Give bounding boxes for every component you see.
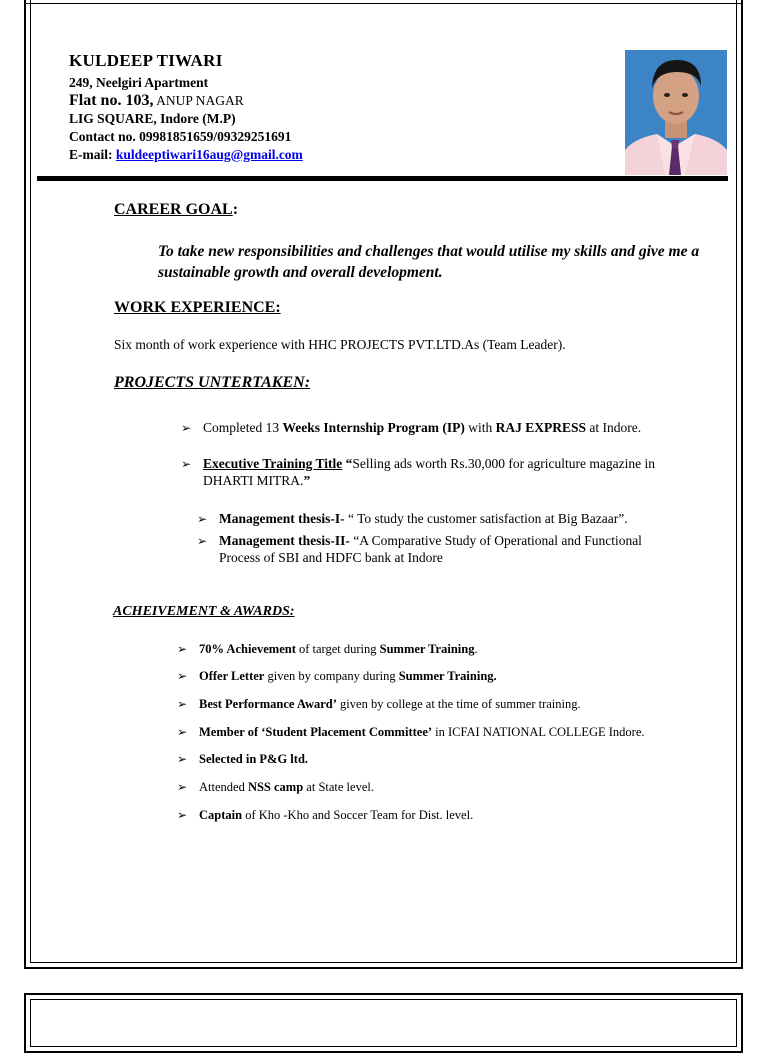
achievement-bold: Summer Training.	[398, 669, 497, 683]
bullet-arrow-icon: ➢	[181, 421, 192, 435]
project-item-executive-training	[181, 455, 655, 473]
bullet-arrow-icon: ➢	[177, 725, 188, 739]
thesis-2-text: “A Comparative Study of Operational and Functional	[349, 533, 642, 548]
achievement-text: given by company during	[264, 669, 399, 683]
bullet-arrow-icon: ➢	[177, 697, 188, 711]
address-line-1: 249, Neelgiri Apartment	[69, 75, 209, 90]
person-photo-illustration	[625, 50, 727, 175]
next-page-inner-border	[30, 999, 737, 1047]
achievement-bold: Selected in P&G ltd.	[199, 752, 309, 766]
achievement-bold: Best Performance Award’	[199, 697, 337, 711]
executive-training-label: Executive Training Title	[203, 456, 343, 471]
achievement-item	[177, 668, 497, 685]
address-line-2	[69, 92, 303, 110]
work-experience-colon: :	[275, 299, 281, 316]
achievement-bold: Captain	[199, 808, 243, 822]
career-goal-title: CAREER GOAL	[114, 201, 233, 218]
next-page-border	[24, 993, 743, 1053]
company-name: RAJ EXPRESS	[495, 420, 587, 435]
project-item-thesis-2	[197, 532, 642, 550]
achievement-text: .	[474, 642, 478, 656]
email-label: E-mail:	[69, 147, 116, 162]
achievement-item	[177, 751, 308, 768]
thesis-1-text: “ To study the customer satisfaction at Big Bazaar”.	[344, 511, 628, 526]
work-experience-heading	[114, 299, 281, 317]
project-item-internship	[181, 419, 641, 437]
work-experience-text: Six month of work experience with HHC PROJECTS PVT.LTD.As (Team Leader).	[114, 337, 566, 352]
bullet-arrow-icon: ➢	[177, 669, 188, 683]
bullet-arrow-icon: ➢	[177, 808, 188, 822]
email-line	[69, 146, 303, 164]
project-item-executive-training-cont	[203, 472, 310, 489]
achievements-heading: ACHEIVEMENT & AWARDS:	[113, 604, 295, 619]
project-item-thesis-2-cont: Process of SBI and HDFC bank at Indore	[219, 550, 443, 565]
career-goal-text: To take new responsibilities and challenges that would utilise my skills and give me a sustainable growth and overall development.	[158, 243, 700, 281]
project-item-text: at Indore.	[586, 420, 642, 435]
contact-number: Contact no. 09981851659/09329251691	[69, 129, 292, 144]
achievement-text: in ICFAI NATIONAL COLLEGE Indore.	[432, 725, 645, 739]
email-link[interactable]: kuldeeptiwari16aug@gmail.com	[115, 147, 303, 162]
executive-training-text: Selling ads worth Rs.30,000 for agriculture magazine in	[352, 456, 655, 471]
work-experience-title: WORK EXPERIENCE	[114, 299, 276, 316]
quote-mark: ”	[303, 473, 311, 488]
achievement-item	[177, 724, 645, 741]
achievement-text: Attended	[199, 780, 248, 794]
achievement-item	[177, 807, 473, 824]
executive-training-text-cont: DHARTI MITRA.	[203, 473, 304, 488]
candidate-name: KULDEEP TIWARI	[69, 51, 223, 70]
bullet-arrow-icon: ➢	[177, 780, 188, 794]
achievement-text: of target during	[295, 642, 380, 656]
person-photo	[625, 50, 727, 175]
achievement-item	[177, 641, 478, 658]
address-line-3: LIG SQUARE, Indore (M.P)	[69, 111, 236, 126]
project-item-text: Completed 13	[203, 420, 283, 435]
project-item-text: with	[464, 420, 496, 435]
achievement-text: at State level.	[303, 780, 374, 794]
bullet-arrow-icon: ➢	[181, 457, 192, 471]
thesis-1-label: Management thesis-I-	[219, 511, 345, 526]
achievement-bold: NSS camp	[247, 780, 304, 794]
achievement-item	[177, 696, 581, 713]
project-item-thesis-1	[197, 510, 628, 528]
locality: ANUP NAGAR	[153, 93, 244, 108]
resume-header	[69, 51, 303, 164]
achievement-bold: Summer Training	[379, 642, 475, 656]
flat-number: Flat no. 103,	[69, 92, 154, 109]
bullet-arrow-icon: ➢	[177, 642, 188, 656]
projects-heading: PROJECTS UNTERTAKEN:	[114, 374, 311, 391]
bullet-arrow-icon: ➢	[197, 512, 208, 526]
quote-mark: “	[342, 456, 353, 471]
thesis-2-label: Management thesis-II-	[219, 533, 350, 548]
career-goal-heading	[114, 201, 238, 219]
career-goal-colon: :	[232, 201, 239, 218]
achievement-text: given by college at the time of summer training.	[336, 697, 581, 711]
achievement-bold: Member of ‘Student Placement Committee’	[199, 725, 433, 739]
achievement-bold: 70% Achievement	[199, 642, 296, 656]
achievement-bold: Offer Letter	[199, 669, 265, 683]
bullet-arrow-icon: ➢	[197, 534, 208, 548]
internship-program: Weeks Internship Program (IP)	[282, 420, 465, 435]
bullet-arrow-icon: ➢	[177, 752, 188, 766]
header-divider	[37, 176, 728, 181]
achievement-item	[177, 779, 374, 796]
achievement-text: of Kho -Kho and Soccer Team for Dist. level.	[242, 808, 474, 822]
